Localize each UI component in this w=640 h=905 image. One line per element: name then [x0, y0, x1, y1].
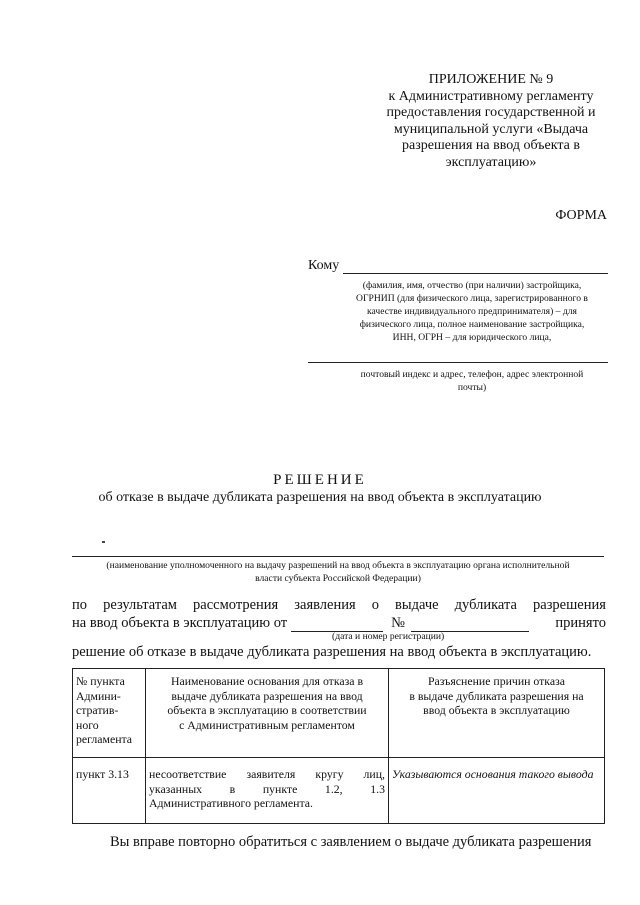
recipient-hint: [336, 279, 608, 344]
header-line: № пункта: [76, 674, 125, 688]
paragraph-text: принято: [555, 615, 606, 631]
header-explanation: [389, 669, 605, 758]
appendix-line: эксплуатацию»: [445, 154, 537, 170]
hint-line: (наименование уполномоченного на выдачу разрешений на ввод объекта в эксплуатацию органа исполнительной: [106, 560, 570, 571]
hint-line: ИНН, ОГРН – для юридического лица,: [392, 332, 552, 343]
header-line: стратив-: [76, 703, 119, 717]
header-line: выдаче дубликата разрешения на ввод: [171, 688, 363, 703]
appendix-line: муниципальной услуги «Выдача: [393, 121, 589, 137]
header-line: регламента: [76, 732, 133, 746]
hint-line: почтовый индекс и адрес, телефон, адрес электронной: [360, 369, 584, 380]
word: рассмотрения: [193, 597, 279, 613]
header-reason: [146, 669, 389, 758]
word: дубликата: [454, 597, 517, 613]
decision-subtitle: об отказе в выдаче дубликата разрешения на ввод объекта в эксплуатацию: [98, 490, 542, 505]
row-explanation: Указываются основания такого вывода: [389, 758, 605, 824]
header-point-number: [73, 669, 146, 758]
refusal-reasons-table: [72, 668, 605, 824]
header-line: ввод объекта в эксплуатацию: [423, 703, 570, 717]
word: результатам: [103, 597, 177, 613]
komu-label: Кому: [308, 258, 340, 273]
header-line: с Административным регламентом: [179, 717, 355, 732]
word: выдаче: [395, 597, 439, 613]
postal-hint: [336, 368, 608, 394]
number-sign: №: [391, 615, 405, 631]
word: по: [72, 597, 88, 613]
paragraph-text: на ввод объекта в эксплуатацию от: [72, 615, 288, 631]
hint-line: ОГРНИП (для физического лица, зарегистрированного в: [356, 293, 588, 304]
hint-line: качестве индивидуального предпринимателя) – для: [367, 306, 577, 317]
header-line: ного: [76, 717, 99, 732]
word: о: [371, 597, 379, 613]
header-line: объекта в эксплуатацию в соответствии: [167, 703, 367, 717]
recipient-field: [308, 258, 608, 274]
table-header-row: [73, 669, 605, 758]
postal-blank-line: [308, 362, 608, 363]
header-line: Разъяснение причин отказа: [428, 674, 565, 688]
appendix-line: разрешения на ввод объекта в: [402, 138, 580, 153]
scan-speck: [102, 541, 105, 543]
footer-paragraph: Вы вправе повторно обратиться с заявлением о выдаче дубликата разрешения: [110, 834, 592, 850]
row-point: пункт 3.13: [73, 758, 146, 824]
hint-line: (фамилия, имя, отчество (при наличии) застройщика,: [362, 280, 582, 291]
date-blank-line: [291, 617, 383, 632]
number-blank-line: [411, 617, 529, 632]
row-reason: несоответствие заявителя кругу лиц, указанных в пункте 1.2, 1.3 Административного регламента.: [146, 758, 389, 824]
form-label: ФОРМА: [555, 208, 607, 223]
paragraph-line-1: [72, 597, 606, 614]
recipient-blank-line: [343, 259, 608, 274]
paragraph-line-3: решение об отказе в выдаче дубликата разрешения на ввод объекта в эксплуатацию.: [72, 644, 592, 660]
registration-hint: (дата и номер регистрации): [332, 631, 445, 642]
appendix-line: ПРИЛОЖЕНИЕ № 9: [428, 72, 554, 87]
hint-line: почты): [457, 382, 487, 393]
authority-blank-line: [72, 556, 604, 557]
header-line: в выдаче дубликата разрешения на: [409, 688, 584, 703]
decision-title: РЕШЕНИЕ: [273, 472, 367, 488]
paragraph-line-2: [72, 615, 606, 632]
table-row: [73, 758, 605, 824]
word: разрешения: [533, 597, 606, 613]
appendix-line: предоставления государственной и: [386, 105, 596, 120]
header-line: Админи-: [76, 688, 121, 703]
hint-line: власти субъекта Российской Федерации): [255, 573, 421, 584]
authority-hint: [72, 559, 604, 585]
appendix-line: к Административному регламенту: [388, 88, 594, 104]
appendix-header: [372, 72, 610, 171]
word: заявления: [294, 597, 356, 613]
header-line: Наименование основания для отказа в: [170, 674, 364, 688]
hint-line: физического лица, полное наименование застройщика,: [359, 319, 585, 330]
